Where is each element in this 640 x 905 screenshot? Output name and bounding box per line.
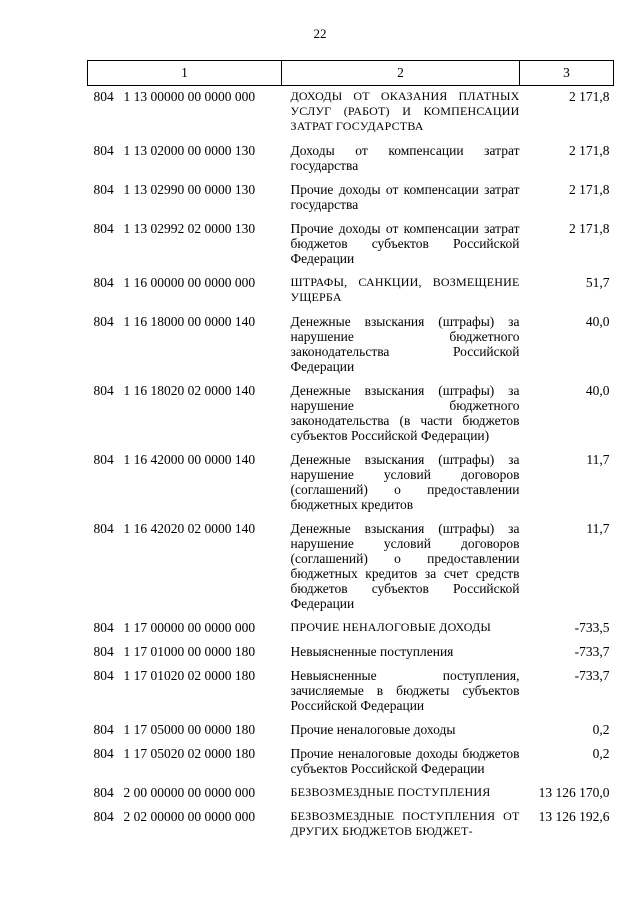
admin-code: 804 [93, 275, 114, 290]
amount-value: 13 126 192,6 [538, 809, 610, 824]
admin-code: 804 [93, 746, 114, 761]
classification-code: 1 16 00000 00 0000 000 [123, 275, 256, 290]
amount-value: 13 126 170,0 [538, 785, 610, 800]
budget-code-cell [88, 785, 282, 809]
amount-value: 51,7 [585, 275, 610, 290]
budget-code-cell [88, 746, 282, 785]
budget-code-cell [88, 383, 282, 452]
admin-code: 804 [93, 668, 114, 683]
classification-code: 1 13 02990 00 0000 130 [123, 182, 256, 197]
table-row [88, 452, 614, 521]
classification-code: 1 13 02000 00 0000 130 [123, 143, 256, 158]
table-row [88, 746, 614, 785]
revenue-name: Невыясненные поступления [290, 644, 454, 659]
classification-code: 1 13 00000 00 0000 000 [123, 89, 256, 104]
budget-code-cell [88, 275, 282, 314]
budget-code-cell [88, 809, 282, 848]
admin-code: 804 [93, 620, 114, 635]
classification-code: 1 16 42020 02 0000 140 [123, 521, 256, 536]
classification-code: 1 17 05000 00 0000 180 [123, 722, 256, 737]
revenue-name: БЕЗВОЗМЕЗДНЫЕ ПОСТУПЛЕНИЯ ОТ ДРУГИХ БЮДЖЕТОВ БЮДЖЕТ- [290, 809, 520, 838]
amount-value: 11,7 [586, 521, 610, 536]
budget-code-cell [88, 452, 282, 521]
page-number: 22 [313, 26, 327, 41]
amount-value: 40,0 [585, 314, 610, 329]
classification-code: 2 02 00000 00 0000 000 [123, 809, 256, 824]
revenue-name: Денежные взыскания (штрафы) за нарушение условий договоров (соглашений) о предоставлении бюджетных кредитов [290, 452, 520, 512]
table-header-row [88, 61, 614, 86]
budget-code-cell [88, 620, 282, 644]
amount-value: 2 171,8 [569, 89, 610, 104]
revenue-name: Денежные взыскания (штрафы) за нарушение бюджетного законодательства Российской Федерации [290, 314, 520, 374]
amount-value: 2 171,8 [569, 221, 610, 236]
admin-code: 804 [93, 143, 114, 158]
table-row [88, 275, 614, 314]
classification-code: 1 17 00000 00 0000 000 [123, 620, 256, 635]
classification-code: 1 16 18020 02 0000 140 [123, 383, 256, 398]
revenue-name: Денежные взыскания (штрафы) за нарушение условий договоров (соглашений) о предоставлении бюджетных кредитов за счет средств бюджетов субъектов Российской Федерации [290, 521, 520, 611]
revenue-name: ШТРАФЫ, САНКЦИИ, ВОЗМЕЩЕНИЕ УЩЕРБА [290, 275, 520, 304]
revenue-name: ПРОЧИЕ НЕНАЛОГОВЫЕ ДОХОДЫ [290, 620, 492, 634]
amount-value: 0,2 [592, 746, 610, 761]
revenue-name: Прочие доходы от компенсации затрат бюджетов субъектов Российской Федерации [290, 221, 520, 266]
admin-code: 804 [93, 452, 114, 467]
admin-code: 804 [93, 89, 114, 104]
classification-code: 1 17 01020 02 0000 180 [123, 668, 256, 683]
table-row [88, 722, 614, 746]
classification-code: 1 17 01000 00 0000 180 [123, 644, 256, 659]
budget-code-cell [88, 668, 282, 722]
revenue-name: Денежные взыскания (штрафы) за нарушение бюджетного законодательства (в части бюджетов субъектов Российской Федерации) [290, 383, 520, 443]
revenue-name: Прочие неналоговые доходы [290, 722, 456, 737]
column-header-2: 2 [282, 61, 520, 86]
table-row [88, 314, 614, 383]
amount-value: 2 171,8 [569, 143, 610, 158]
admin-code: 804 [93, 521, 114, 536]
classification-code: 1 13 02992 02 0000 130 [123, 221, 256, 236]
table-row [88, 809, 614, 848]
table-row [88, 785, 614, 809]
table-row [88, 86, 614, 144]
table-row [88, 668, 614, 722]
classification-code: 1 17 05020 02 0000 180 [123, 746, 256, 761]
revenue-name: БЕЗВОЗМЕЗДНЫЕ ПОСТУПЛЕНИЯ [290, 785, 491, 799]
amount-value: -733,7 [574, 668, 610, 683]
column-header-1: 1 [88, 61, 282, 86]
amount-value: -733,5 [574, 620, 610, 635]
budget-code-cell [88, 182, 282, 221]
table-row [88, 182, 614, 221]
admin-code: 804 [93, 722, 114, 737]
amount-value: -733,7 [574, 644, 610, 659]
admin-code: 804 [93, 809, 114, 824]
classification-code: 1 16 18000 00 0000 140 [123, 314, 256, 329]
admin-code: 804 [93, 644, 114, 659]
table-row [88, 221, 614, 275]
budget-code-cell [88, 644, 282, 668]
table-row [88, 521, 614, 620]
amount-value: 2 171,8 [569, 182, 610, 197]
classification-code: 2 00 00000 00 0000 000 [123, 785, 256, 800]
table-row [88, 620, 614, 644]
table-row [88, 383, 614, 452]
admin-code: 804 [93, 383, 114, 398]
admin-code: 804 [93, 314, 114, 329]
budget-code-cell [88, 143, 282, 182]
admin-code: 804 [93, 785, 114, 800]
amount-value: 40,0 [585, 383, 610, 398]
budget-code-cell [88, 521, 282, 620]
revenue-table [87, 60, 614, 848]
budget-code-cell [88, 86, 282, 144]
revenue-name: Прочие доходы от компенсации затрат государства [290, 182, 520, 212]
amount-value: 0,2 [592, 722, 610, 737]
budget-code-cell [88, 722, 282, 746]
table-row [88, 644, 614, 668]
classification-code: 1 16 42000 00 0000 140 [123, 452, 256, 467]
revenue-name: Невыясненные поступления, зачисляемые в бюджеты субъектов Российской Федерации [290, 668, 520, 713]
admin-code: 804 [93, 182, 114, 197]
column-header-3: 3 [520, 61, 614, 86]
revenue-name: Доходы от компенсации затрат государства [290, 143, 520, 173]
budget-code-cell [88, 221, 282, 275]
table-row [88, 143, 614, 182]
revenue-name: Прочие неналоговые доходы бюджетов субъектов Российской Федерации [290, 746, 520, 776]
revenue-name: ДОХОДЫ ОТ ОКАЗАНИЯ ПЛАТНЫХ УСЛУГ (РАБОТ) И КОМПЕНСАЦИИ ЗАТРАТ ГОСУДАРСТВА [290, 89, 520, 133]
admin-code: 804 [93, 221, 114, 236]
amount-value: 11,7 [586, 452, 610, 467]
budget-code-cell [88, 314, 282, 383]
